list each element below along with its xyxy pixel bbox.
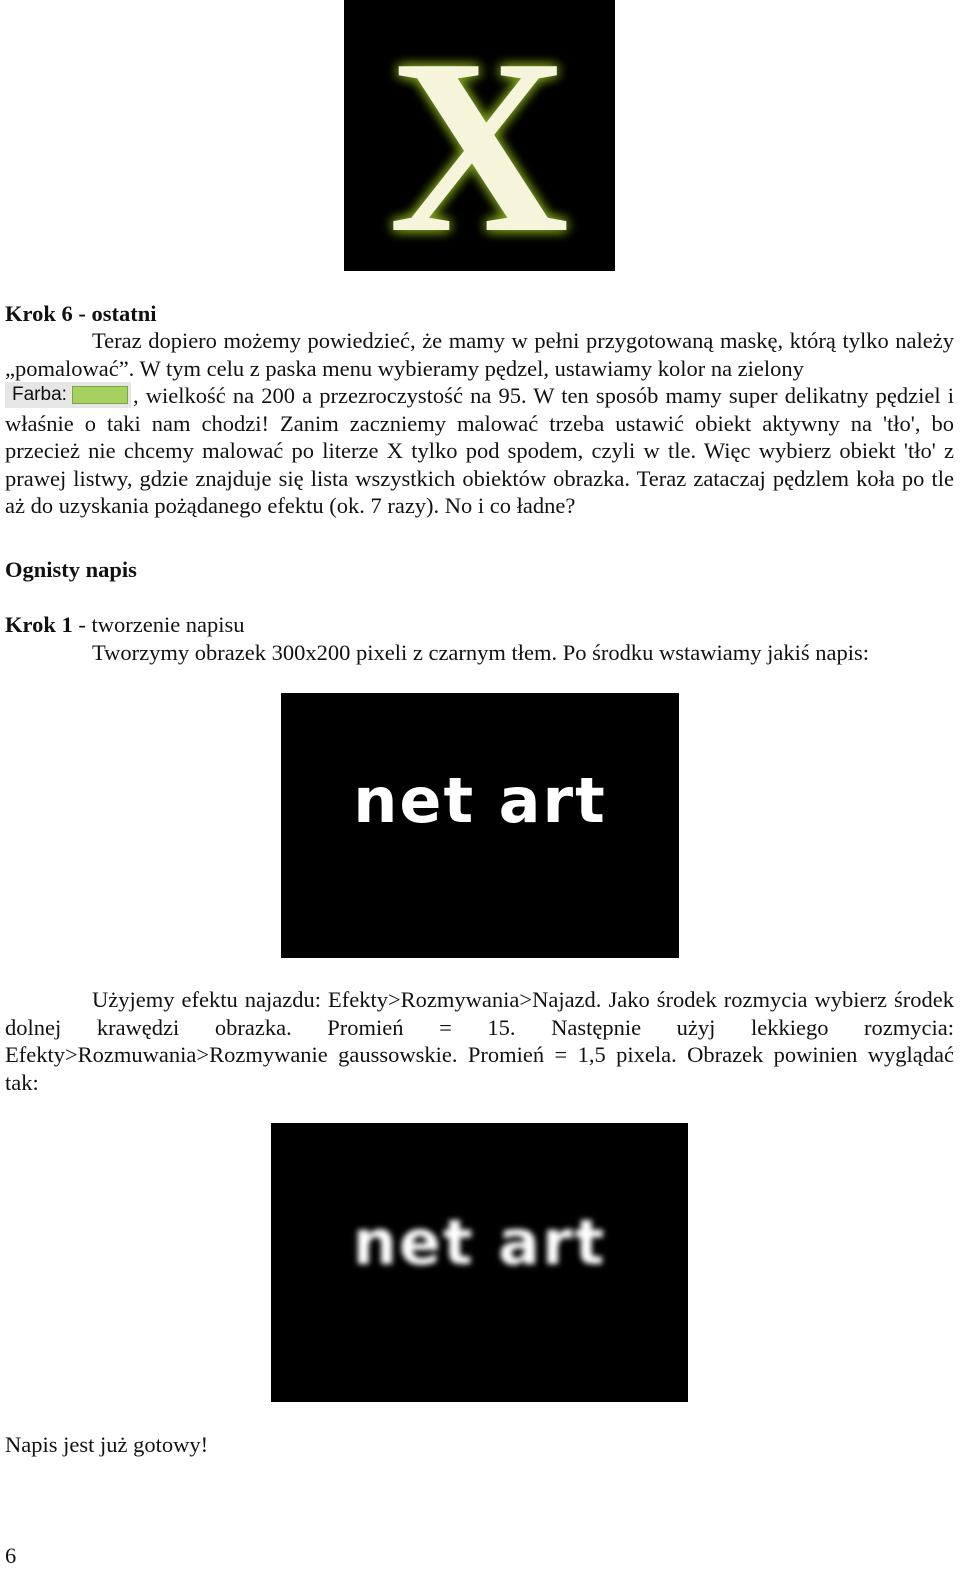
net-art-blurred-image [271, 1123, 688, 1402]
step1-title-bold: Krok 1 [5, 612, 73, 637]
step6-text-2: , wielkość na 200 a przezroczystość na 95. W ten sposób mamy super delikatny pędziel i właśnie o taki nam chodzi! Zanim zaczniemy malować trzeba ustawić obiekt aktywny na 'tło', bo przecież nie chcemy malować po literze X tylko pod spodem, czyli w tle. Więc wybierz obiekt 'tło' z prawej listwy, gdzie znajduje się lista wszystkich obiektów obrazka. Teraz zataczaj pędzlem koła po tle aż do uzyskania pożądanego efektu (ok. 7 razy). No i co ładne? [5, 383, 954, 518]
section-title: Ognisty napis [5, 557, 137, 582]
net-art-image [281, 693, 679, 958]
step1-title [5, 611, 245, 639]
color-widget [5, 382, 131, 408]
color-widget-label: Farba: [12, 384, 67, 405]
page-number: 6 [5, 1543, 17, 1568]
step1-text: Tworzymy obrazek 300x200 pixeli z czarnym tłem. Po środku wstawiamy jakiś napis: [92, 640, 870, 665]
step1-title-rest: - tworzenie napisu [72, 612, 245, 637]
final-text: Napis jest już gotowy! [5, 1432, 209, 1457]
x-letter: X [388, 8, 570, 271]
net-art-blurred-text: net art [352, 1206, 607, 1279]
glowing-x-image [344, 0, 615, 271]
step6-text-1: Teraz dopiero możemy powiedzieć, że mamy w pełni przygotowaną maskę, którą tylko należy „pomalować”. W tym celu z paska menu wybieramy pędzel, ustawiamy kolor na zielony [5, 328, 954, 381]
blur-paragraph: Użyjemy efektu najazdu: Efekty>Rozmywania>Najazd. Jako środek rozmycia wybierz środek dolnej krawędzi obrazka. Promień = 15. Następnie użyj lekkiego rozmycia: Efekty>Rozmuwania>Rozmywanie gaussowskie. Promień = 1,5 pixela. Obrazek powinien wyglądać tak: [5, 987, 954, 1095]
glowing-x-graphic [344, 0, 615, 271]
step6-paragraph [5, 327, 954, 520]
step6-title: Krok 6 - ostatni [5, 301, 157, 326]
color-swatch [72, 386, 128, 404]
net-art-text: net art [353, 764, 607, 837]
